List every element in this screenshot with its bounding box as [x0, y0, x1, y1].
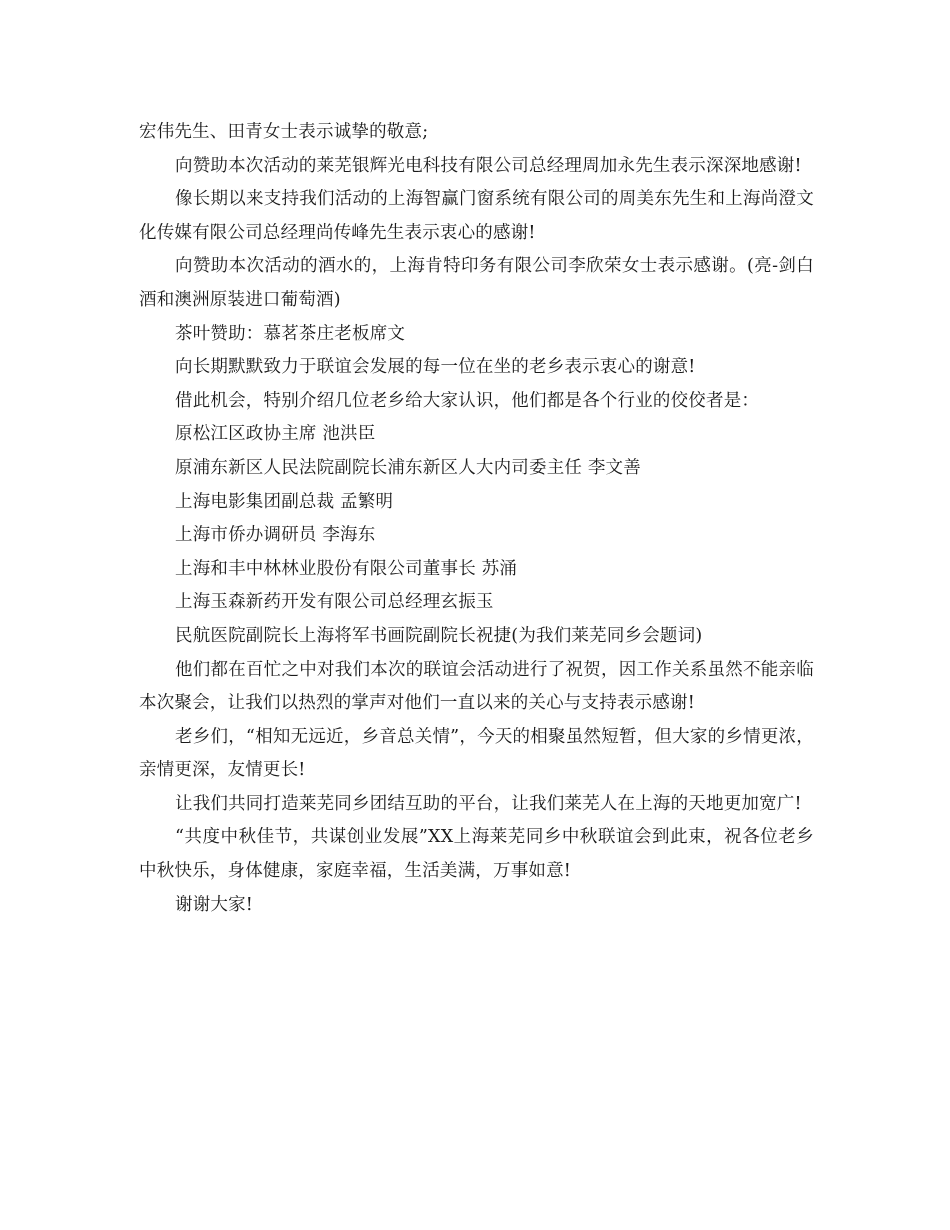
paragraph-1: 宏伟先生、田青女士表示诚挚的敬意;	[139, 122, 429, 142]
paragraph-8: 原松江区政协主席 池洪臣	[175, 424, 376, 445]
paragraph-4: 向赞助本次活动的酒水的，上海肯特印务有限公司李欣荣女士表示感谢。(亮-剑白酒和澳洲原装进口葡萄酒)	[139, 256, 814, 310]
paragraph-6: 向长期默默致力于联谊会发展的每一位在坐的老乡表示衷心的谢意!	[175, 357, 696, 378]
paragraph-7: 借此机会，特别介绍几位老乡给大家认识，他们都是各个行业的佼佼者是：	[175, 390, 760, 411]
paragraph-9: 原浦东新区人民法院副院长浦东新区人大内司委主任 李文善	[175, 457, 641, 478]
paragraph-10: 上海电影集团副总裁 孟繁明	[175, 491, 394, 512]
paragraph-16: 老乡们，“相知无远近，乡音总关情”，今天的相聚虽然短暂，但大家的乡情更浓，亲情更深，友情更长!	[139, 726, 814, 781]
paragraph-15: 他们都在百忙之中对我们本次的联谊会活动进行了祝贺，因工作关系虽然不能亲临本次聚会，让我们以热烈的掌声对他们一直以来的关心与支持表示感谢!	[139, 659, 814, 714]
paragraph-13: 上海玉森新药开发有限公司总经理玄振玉	[175, 592, 494, 613]
paragraph-12: 上海和丰中林林业股份有限公司董事长 苏涌	[175, 558, 518, 579]
paragraph-5: 茶叶赞助：慕茗茶庄老板席文	[175, 323, 406, 344]
paragraph-11: 上海市侨办调研员 李海东	[175, 525, 376, 546]
paragraph-3: 像长期以来支持我们活动的上海智赢门窗系统有限公司的周美东先生和上海尚澄文化传媒有限公司总经理尚传峰先生表示衷心的感谢!	[139, 189, 814, 243]
document-body	[139, 116, 814, 922]
paragraph-2: 向赞助本次活动的莱芜银辉光电科技有限公司总经理周加永先生表示深深地感谢!	[175, 155, 802, 176]
paragraph-17: 让我们共同打造莱芜同乡团结互助的平台，让我们莱芜人在上海的天地更加宽广!	[175, 793, 802, 814]
paragraph-14: 民航医院副院长上海将军书画院副院长祝捷(为我们莱芜同乡会题词)	[175, 625, 703, 646]
paragraph-18: “共度中秋佳节，共谋创业发展”XX上海莱芜同乡中秋联谊会到此束，祝各位老乡中秋快乐，身体健康，家庭幸福，生活美满，万事如意!	[139, 827, 814, 882]
paragraph-19: 谢谢大家!	[175, 894, 254, 915]
